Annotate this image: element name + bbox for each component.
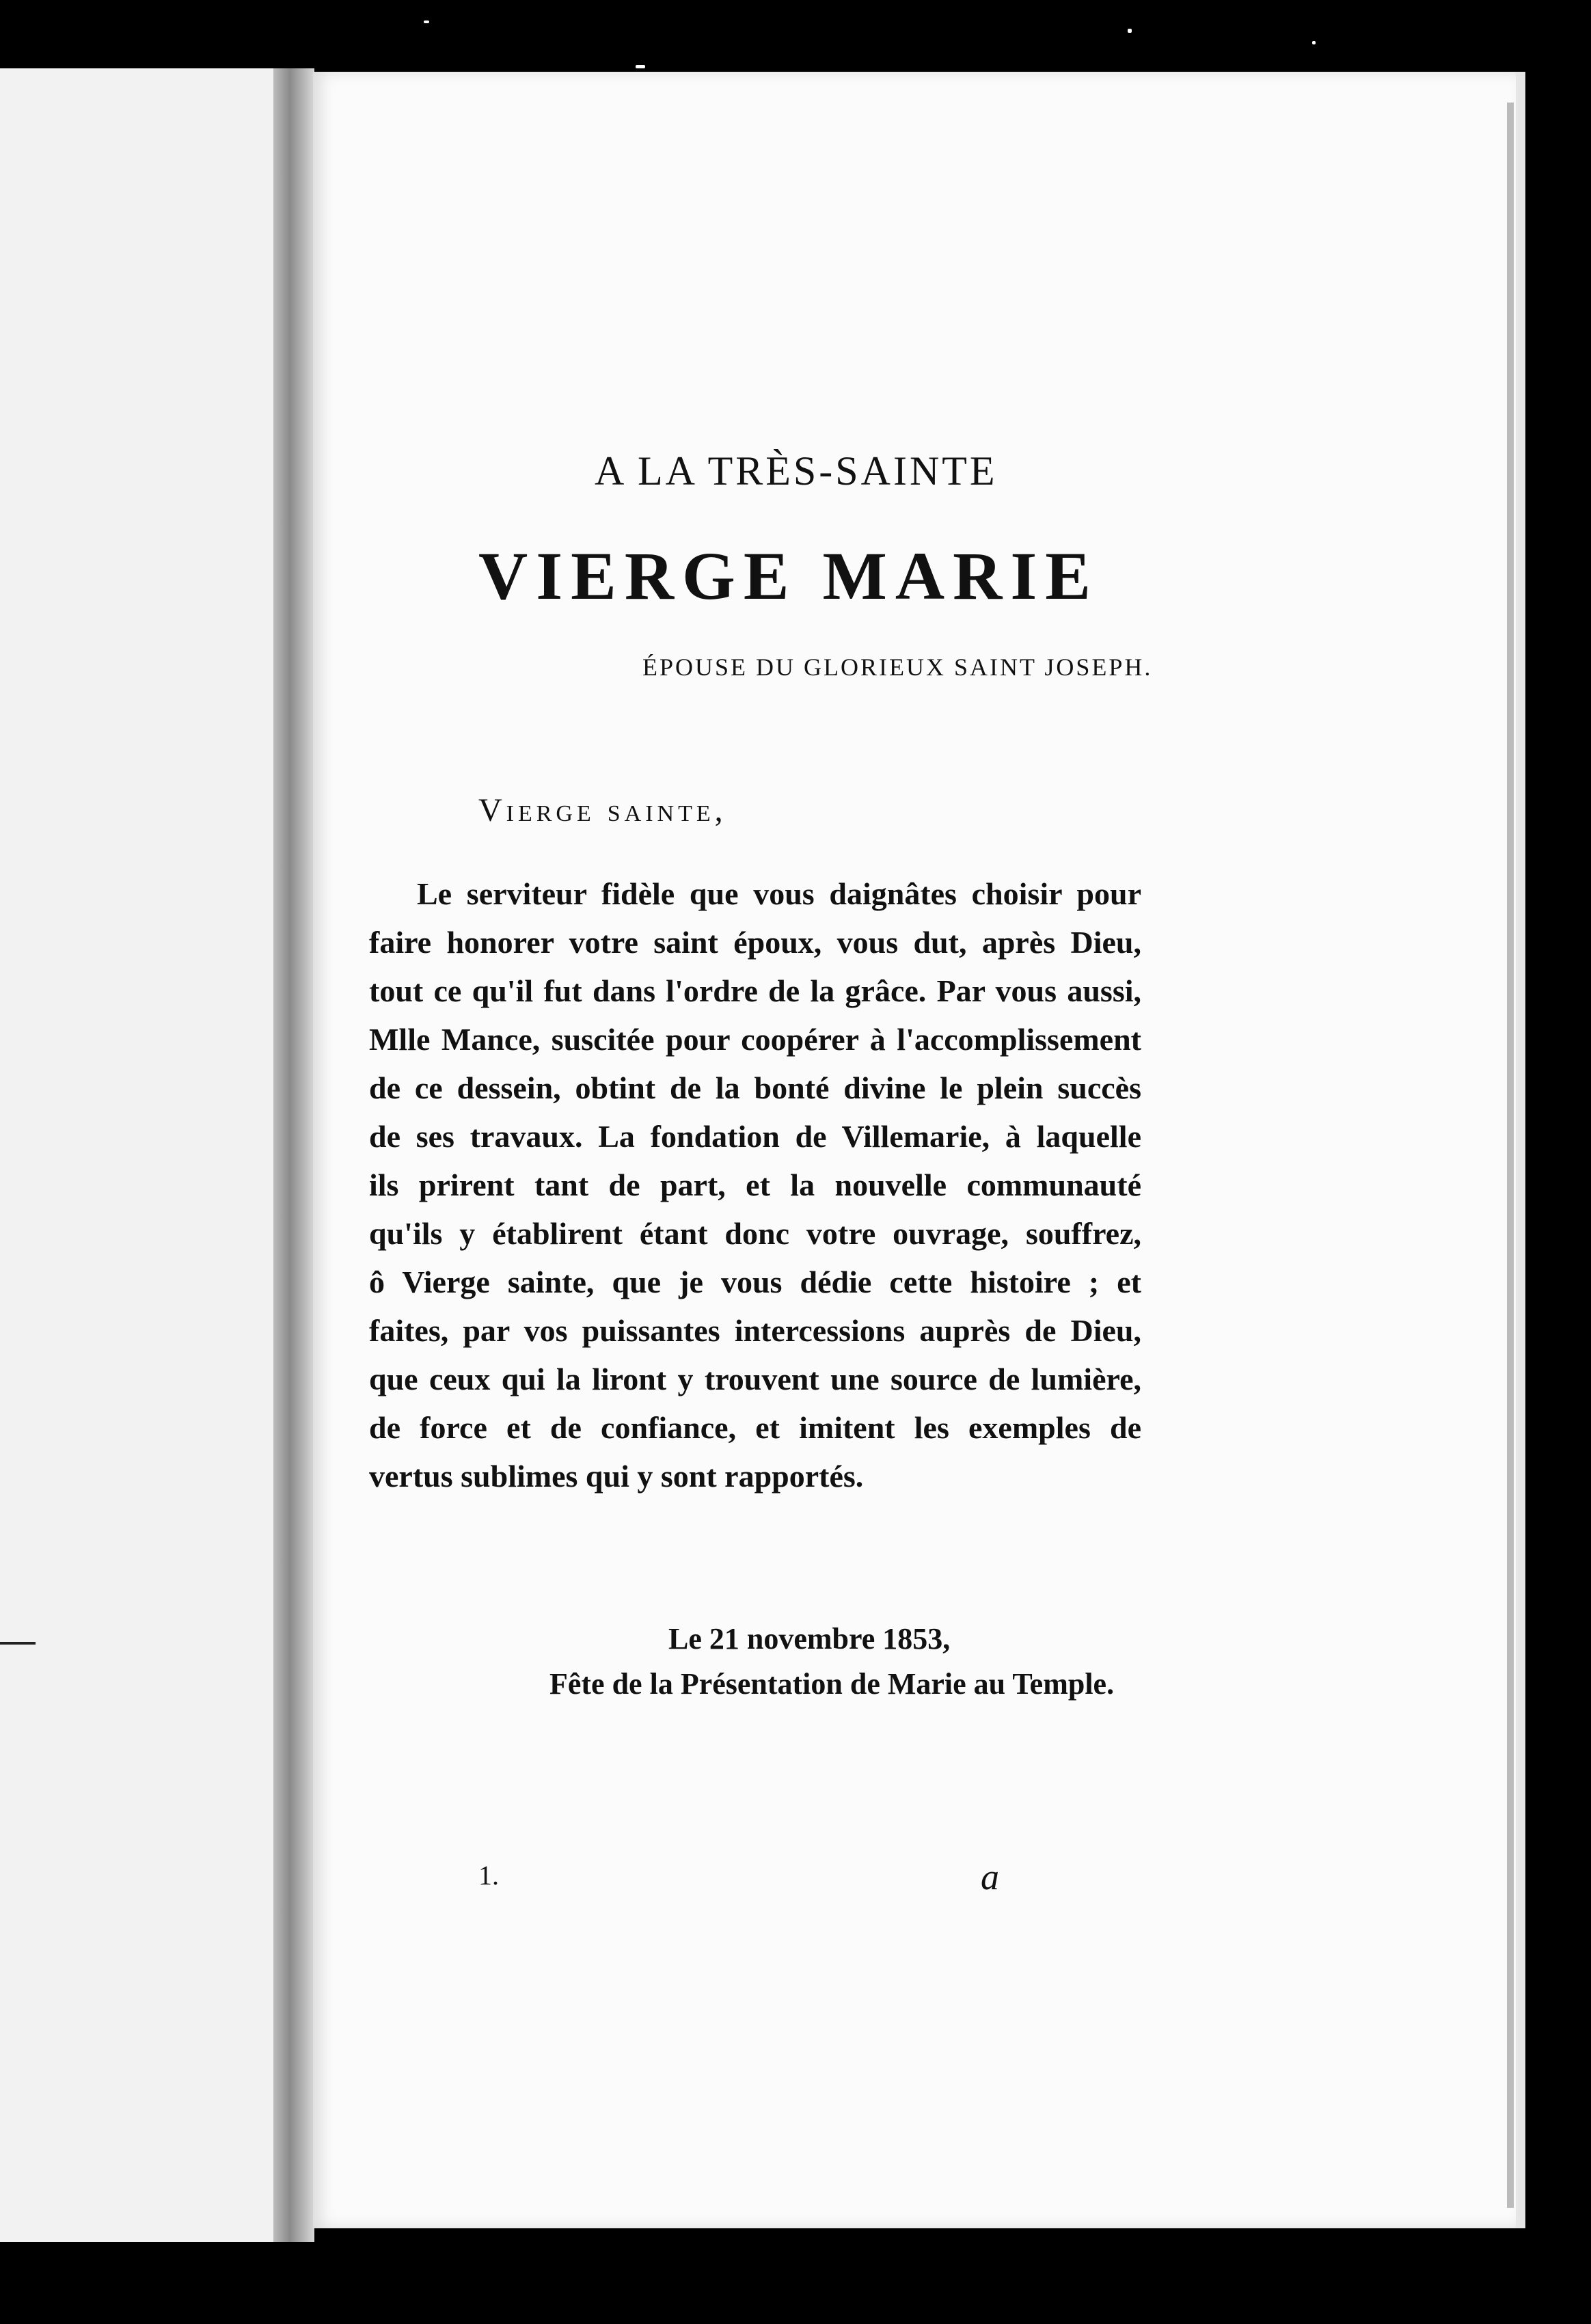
paragraph-line: Mlle Mance, suscitée pour coopérer à l'accomplissement [369, 1022, 1141, 1057]
paragraph-line: ils prirent tant de part, et la nouvelle communauté [369, 1167, 1141, 1202]
paragraph-line: de ses travaux. La fondation de Villemarie, à laquelle [369, 1119, 1141, 1154]
paragraph-line: vertus sublimes qui y sont rapportés. [369, 1459, 864, 1494]
closing-feast: Fête de la Présentation de Marie au Temple. [549, 1667, 1115, 1701]
paragraph-line: Le serviteur fidèle que vous daignâtes choisir pour [417, 876, 1141, 911]
paragraph-line: de force et de confiance, et imitent les exemples de [369, 1410, 1141, 1445]
salutation: Vierge sainte, [478, 792, 727, 828]
dedication-to: A LA TRÈS-SAINTE [595, 448, 998, 494]
paragraph-line: faites, par vos puissantes intercessions auprès de Dieu, [369, 1313, 1141, 1348]
paragraph-line: faire honorer votre saint époux, vous dut, après Dieu, [369, 925, 1141, 960]
facing-page [0, 68, 287, 2242]
scan-speck [636, 65, 645, 68]
scan-speck [1312, 41, 1316, 44]
page-edge [1507, 103, 1514, 2208]
signature-mark-right: a [981, 1856, 999, 1897]
paragraph-line: qu'ils y établirent étant donc votre ouvrage, souffrez, [369, 1216, 1141, 1251]
paragraph-line: tout ce qu'il fut dans l'ordre de la grâce. Par vous aussi, [369, 973, 1141, 1008]
scan-speck [424, 21, 429, 23]
paragraph-line: que ceux qui la liront y trouvent une source de lumière, [369, 1362, 1141, 1396]
scan-speck [1128, 29, 1132, 33]
dedication-paragraph [369, 869, 1141, 1500]
dedication-name: VIERGE MARIE [478, 538, 1099, 614]
paragraph-line: de ce dessein, obtint de la bonté divine le plein succès [369, 1070, 1141, 1105]
signature-mark-left: 1. [478, 1860, 499, 1891]
closing-date: Le 21 novembre 1853, [668, 1622, 951, 1656]
book-gutter [273, 68, 314, 2242]
paragraph-line: ô Vierge sainte, que je vous dédie cette histoire ; et [369, 1265, 1141, 1299]
dedication-subtitle: ÉPOUSE DU GLORIEUX SAINT JOSEPH. [642, 653, 1153, 681]
margin-mark [0, 1642, 36, 1645]
